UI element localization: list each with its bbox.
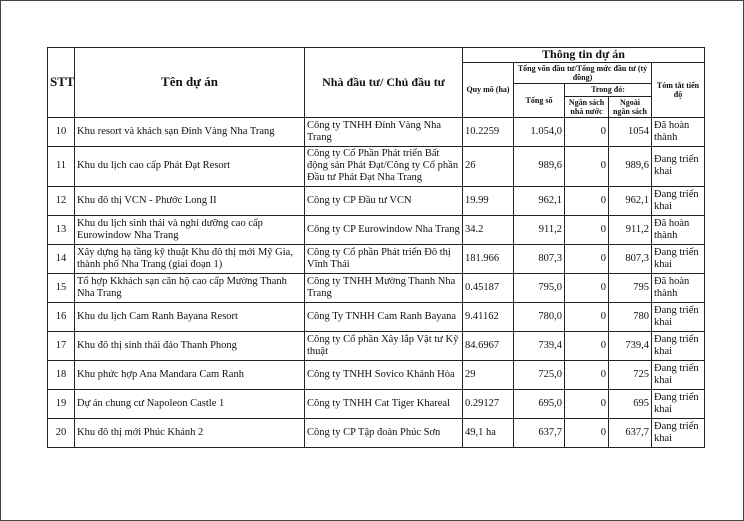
header-project-name: Tên dự án	[75, 48, 305, 118]
header-total-capital: Tổng vốn đầu tư/Tổng mức đầu tư (tỷ đồng)	[514, 63, 652, 84]
cell-non-state-budget: 989,6	[609, 146, 652, 186]
cell-investor: Công ty TNHH Cat Tiger Khareal	[305, 389, 463, 418]
table-row	[48, 360, 705, 389]
cell-project-name: Khu resort và khách sạn Đỉnh Vàng Nha Trang	[75, 117, 305, 146]
cell-non-state-budget: 807,3	[609, 244, 652, 273]
cell-progress: Đang triển khai	[652, 302, 705, 331]
table-row	[48, 331, 705, 360]
cell-progress: Đang triển khai	[652, 331, 705, 360]
cell-progress: Đang triển khai	[652, 389, 705, 418]
cell-project-name: Khu phức hợp Ana Mandara Cam Ranh	[75, 360, 305, 389]
cell-total: 807,3	[514, 244, 565, 273]
header-stt: STT	[48, 48, 75, 118]
cell-non-state-budget: 795	[609, 273, 652, 302]
cell-scale: 26	[463, 146, 514, 186]
cell-state-budget: 0	[565, 418, 609, 447]
cell-project-name: Khu du lịch Cam Ranh Bayana Resort	[75, 302, 305, 331]
cell-state-budget: 0	[565, 331, 609, 360]
cell-non-state-budget: 911,2	[609, 215, 652, 244]
cell-non-state-budget: 962,1	[609, 186, 652, 215]
cell-investor: Công Ty TNHH Cam Ranh Bayana	[305, 302, 463, 331]
cell-stt: 16	[48, 302, 75, 331]
cell-stt: 10	[48, 117, 75, 146]
cell-state-budget: 0	[565, 186, 609, 215]
cell-investor: Công ty CP Đầu tư VCN	[305, 186, 463, 215]
cell-total: 1.054,0	[514, 117, 565, 146]
cell-state-budget: 0	[565, 244, 609, 273]
table-row	[48, 117, 705, 146]
cell-state-budget: 0	[565, 302, 609, 331]
cell-non-state-budget: 695	[609, 389, 652, 418]
cell-non-state-budget: 725	[609, 360, 652, 389]
cell-scale: 0.29127	[463, 389, 514, 418]
table-row	[48, 186, 705, 215]
cell-state-budget: 0	[565, 273, 609, 302]
cell-non-state-budget: 1054	[609, 117, 652, 146]
cell-project-name: Xây dựng hạ tầng kỹ thuật Khu đô thị mới Mỹ Gia, thành phố Nha Trang (giai đoạn 1)	[75, 244, 305, 273]
cell-scale: 0.45187	[463, 273, 514, 302]
cell-total: 637,7	[514, 418, 565, 447]
header-of-which: Trong đó:	[565, 84, 652, 96]
cell-investor: Công ty Cổ phần Phát triển Đô thị Vĩnh Thái	[305, 244, 463, 273]
cell-stt: 12	[48, 186, 75, 215]
header-project-info: Thông tin dự án	[463, 48, 705, 63]
cell-non-state-budget: 637,7	[609, 418, 652, 447]
cell-progress: Đang triển khai	[652, 418, 705, 447]
cell-scale: 9.41162	[463, 302, 514, 331]
cell-progress: Đã hoàn thành	[652, 117, 705, 146]
table-row	[48, 389, 705, 418]
cell-scale: 181.966	[463, 244, 514, 273]
cell-progress: Đang triển khai	[652, 186, 705, 215]
cell-progress: Đang triển khai	[652, 146, 705, 186]
cell-stt: 14	[48, 244, 75, 273]
cell-stt: 17	[48, 331, 75, 360]
cell-total: 780,0	[514, 302, 565, 331]
header-state-budget: Ngân sách nhà nước	[565, 96, 609, 117]
cell-investor: Công ty TNHH Mường Thanh Nha Trang	[305, 273, 463, 302]
cell-state-budget: 0	[565, 146, 609, 186]
cell-stt: 15	[48, 273, 75, 302]
cell-state-budget: 0	[565, 360, 609, 389]
cell-total: 795,0	[514, 273, 565, 302]
cell-scale: 34.2	[463, 215, 514, 244]
cell-investor: Công ty CP Tập đoàn Phúc Sơn	[305, 418, 463, 447]
cell-stt: 11	[48, 146, 75, 186]
cell-total: 725,0	[514, 360, 565, 389]
cell-total: 962,1	[514, 186, 565, 215]
cell-scale: 49,1 ha	[463, 418, 514, 447]
cell-stt: 20	[48, 418, 75, 447]
cell-project-name: Khu đô thị VCN - Phước Long II	[75, 186, 305, 215]
table-row	[48, 146, 705, 186]
cell-progress: Đang triển khai	[652, 244, 705, 273]
cell-state-budget: 0	[565, 389, 609, 418]
cell-total: 989,6	[514, 146, 565, 186]
cell-total: 911,2	[514, 215, 565, 244]
cell-scale: 84.6967	[463, 331, 514, 360]
cell-total: 695,0	[514, 389, 565, 418]
cell-total: 739,4	[514, 331, 565, 360]
cell-project-name: Khu du lịch cao cấp Phát Đạt Resort	[75, 146, 305, 186]
cell-state-budget: 0	[565, 215, 609, 244]
table-row	[48, 215, 705, 244]
cell-project-name: Khu đô thị sinh thái đảo Thanh Phong	[75, 331, 305, 360]
cell-project-name: Khu du lịch sinh thái và nghỉ dưỡng cao cấp Eurowindow Nha Trang	[75, 215, 305, 244]
cell-project-name: Dự án chung cư Napoleon Castle 1	[75, 389, 305, 418]
table-row	[48, 273, 705, 302]
cell-project-name: Tổ hợp Kkhách sạn căn hộ cao cấp Mường Thanh Nha Trang	[75, 273, 305, 302]
header-progress-summary: Tóm tắt tiến độ	[652, 63, 705, 118]
cell-investor: Công ty TNHH Đỉnh Vàng Nha Trang	[305, 117, 463, 146]
table-row	[48, 244, 705, 273]
cell-state-budget: 0	[565, 117, 609, 146]
cell-investor: Công ty Cổ phần Xây lắp Vật tư Kỹ thuật	[305, 331, 463, 360]
cell-investor: Công ty Cổ Phần Phát triển Bất động sản Phát Đạt/Công ty Cổ phần Đầu tư Phát Đạt Nha Trang	[305, 146, 463, 186]
cell-progress: Đã hoàn thành	[652, 273, 705, 302]
cell-progress: Đã hoàn thành	[652, 215, 705, 244]
table-row	[48, 418, 705, 447]
cell-progress: Đang triển khai	[652, 360, 705, 389]
header-scale: Quy mô (ha)	[463, 63, 514, 118]
cell-investor: Công ty TNHH Sovico Khánh Hòa	[305, 360, 463, 389]
header-investor: Nhà đầu tư/ Chủ đầu tư	[305, 48, 463, 118]
cell-investor: Công ty CP Eurowindow Nha Trang	[305, 215, 463, 244]
cell-stt: 19	[48, 389, 75, 418]
cell-scale: 10.2259	[463, 117, 514, 146]
cell-scale: 19.99	[463, 186, 514, 215]
cell-non-state-budget: 780	[609, 302, 652, 331]
cell-non-state-budget: 739,4	[609, 331, 652, 360]
cell-project-name: Khu đô thị mới Phúc Khánh 2	[75, 418, 305, 447]
header-non-state-budget: Ngoài ngân sách	[609, 96, 652, 117]
cell-stt: 18	[48, 360, 75, 389]
projects-table	[47, 47, 705, 448]
table-row	[48, 302, 705, 331]
cell-scale: 29	[463, 360, 514, 389]
header-total: Tổng số	[514, 84, 565, 118]
cell-stt: 13	[48, 215, 75, 244]
